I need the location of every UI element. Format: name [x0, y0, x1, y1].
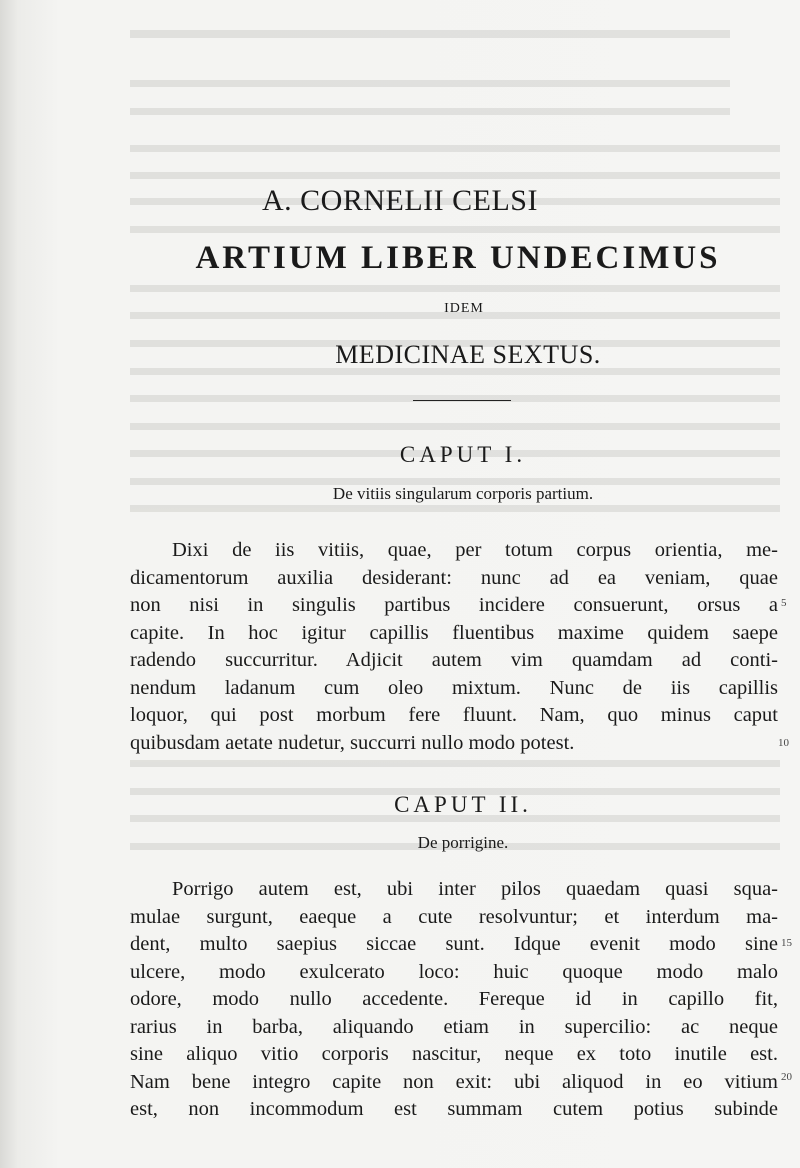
text-line: mulae surgunt, eaeque a cute resolvuntur; et interdum ma- [130, 905, 778, 928]
text-line: capite. In hoc igitur capillis fluentibus maxime quidem saepe [130, 621, 778, 644]
text-line: dicamentorum auxilia desiderant: nunc ad ea veniam, quae [130, 566, 778, 589]
text-line: Porrigo autem est, ubi inter pilos quaedam quasi squa- [172, 878, 778, 900]
text-line: est, non incommodum est summam cutem potius subinde [130, 1098, 778, 1120]
text-line: odore, modo nullo accedente. Fereque id in capillo fit, [130, 988, 778, 1010]
text-line: Dixi de iis vitiis, quae, per totum corpus orientia, me- [172, 539, 778, 561]
book-title: A. CORNELII CELSI [262, 184, 538, 217]
book-liber-title: ARTIUM LIBER UNDECIMUS [195, 240, 721, 276]
text-line: loquor, qui post morbum fere fluunt. Nam, quo minus caput [130, 704, 778, 726]
line-number: 5 [781, 597, 787, 609]
line-number: 10 [778, 737, 789, 749]
chapter-2-heading: CAPUT II. [394, 792, 532, 817]
chapter-2-subheading: De porrigine. [417, 833, 509, 852]
chapter-1-subheading: De vitiis singularum corporis partium. [332, 484, 594, 503]
chapter-1-heading: CAPUT I. [399, 442, 527, 467]
text-line: rarius in barba, aliquando etiam in supercilio: ac neque [130, 1015, 778, 1038]
text-line: ulcere, modo exulcerato loco: huic quoque modo malo [130, 960, 778, 983]
text-line: nendum ladanum cum oleo mixtum. Nunc de iis capillis [130, 676, 778, 699]
line-number: 20 [781, 1071, 792, 1083]
book-subtitle: MEDICINAE SEXTUS. [335, 340, 601, 369]
chapter-2-paragraph [130, 876, 778, 1124]
line-number: 15 [781, 937, 792, 949]
text-line: quibusdam aetate nudetur, succurri nullo modo potest. [130, 731, 575, 754]
text-line: sine aliquo vitio corporis nascitur, neque ex toto inutile est. [130, 1043, 778, 1065]
text-line: dent, multo saepius siccae sunt. Idque evenit modo sine [130, 933, 778, 955]
chapter-1-paragraph [130, 537, 778, 757]
text-line: radendo succurritur. Adjicit autem vim quamdam ad conti- [130, 649, 778, 671]
title-rule [413, 400, 511, 401]
text-line: Nam bene integro capite non exit: ubi aliquod in eo vitium [130, 1070, 778, 1093]
book-idem: IDEM [444, 301, 484, 316]
text-line: non nisi in singulis partibus incidere consuerunt, orsus a [130, 594, 778, 616]
